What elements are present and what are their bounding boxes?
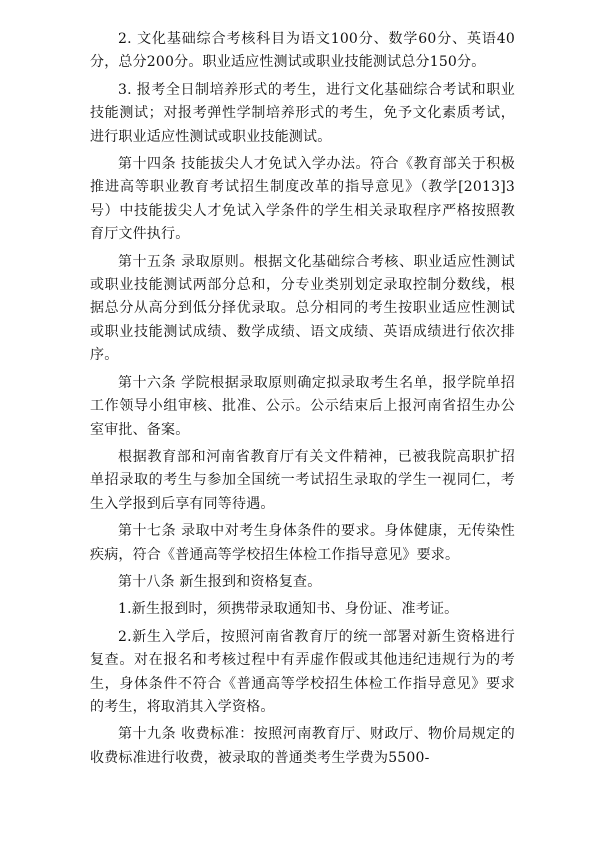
paragraph-equal-treatment: 根据教育部和河南省教育厅有关文件精神，已被我院高职扩招单招录取的考生与参加全国统一考试招生录取的学生一视同仁，考生入学报到后享有同等待遇。 — [90, 448, 515, 512]
paragraph-article-19: 第十九条 收费标准：按照河南教育厅、财政厅、物价局规定的收费标准进行收费，被录取的普通类考生学费为5500- — [90, 726, 515, 766]
paragraph-article-17: 第十七条 录取中对考生身体条件的要求。身体健康，无传染性疾病，符合《普通高等学校招生体检工作指导意见》要求。 — [90, 523, 515, 563]
paragraph-article-15: 第十五条 录取原则。根据文化基础综合考核、职业适应性测试或职业技能测试两部分总和，分专业类别划定录取控制分数线，根据总分从高分到低分择优录取。总分相同的考生按职业适应性测试或职业技能测试成绩、数学成绩、语文成绩、英语成绩进行依次排序。 — [90, 253, 515, 364]
paragraph-article-18: 第十八条 新生报到和资格复查。 — [118, 573, 322, 590]
paragraph-exam-subjects: 2. 文化基础综合考核科目为语文100分、数学60分、英语40分，总分200分。职业适应性测试或职业技能测试总分150分。 — [90, 31, 515, 71]
paragraph-exam-forms: 3. 报考全日制培养形式的考生，进行文化基础综合考试和职业技能测试；对报考弹性学制培养形式的考生，免予文化素质考试，进行职业适应性测试或职业技能测试。 — [90, 81, 515, 145]
paragraph-article-14: 第十四条 技能拔尖人才免试入学办法。符合《教育部关于积极推进高等职业教育考试招生制度改革的指导意见》（教学[2013]3号）中技能拔尖人才免试入学条件的学生相关录取程序严格按照教育厅文件执行。 — [90, 156, 515, 243]
paragraph-qualification-review: 2.新生入学后，按照河南省教育厅的统一部署对新生资格进行复查。对在报名和考核过程中有弄虚作假或其他违纪违规行为的考生，身体条件不符合《普通高等学校招生体检工作指导意见》要求的考生，将取消其入学资格。 — [90, 628, 515, 715]
paragraph-article-16: 第十六条 学院根据录取原则确定拟录取考生名单，报学院单招工作领导小组审核、批准、公示。公示结束后上报河南省招生办公室审批、备案。 — [90, 374, 515, 438]
paragraph-registration-documents: 1.新生报到时，须携带录取通知书、身份证、准考证。 — [118, 601, 459, 618]
document-page — [90, 28, 515, 774]
